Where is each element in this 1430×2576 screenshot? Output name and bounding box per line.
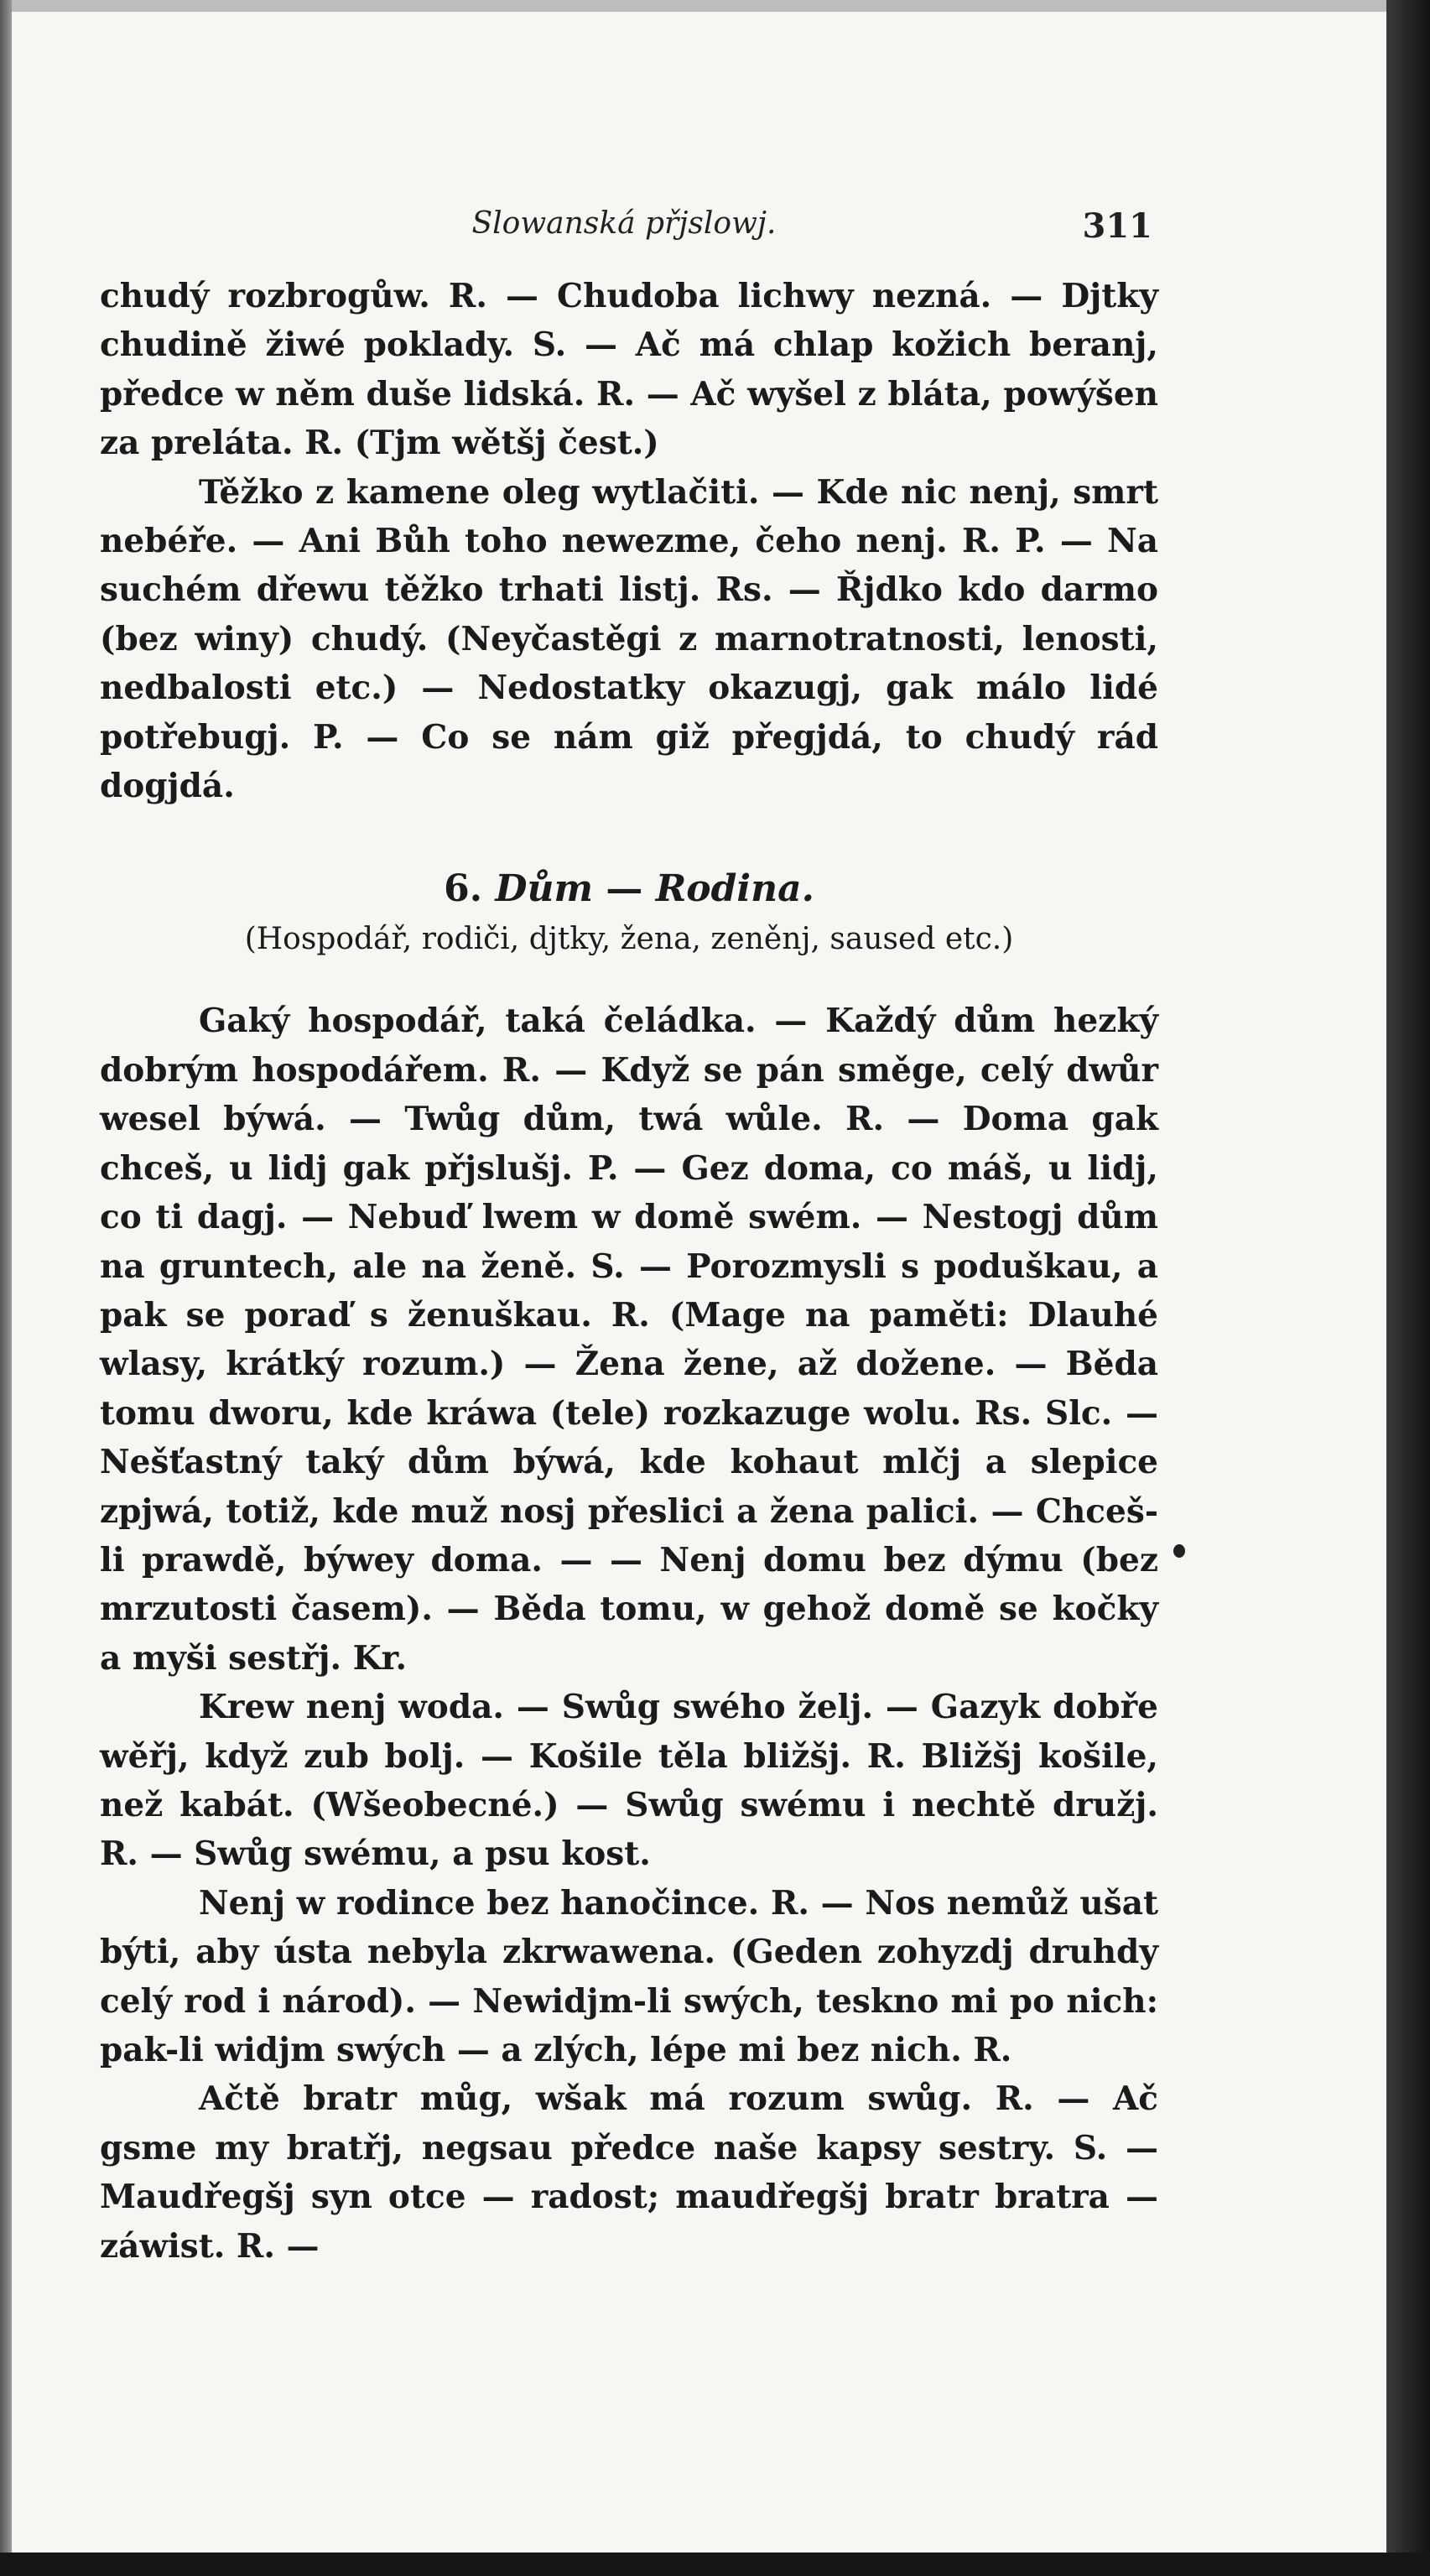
paragraph-4: Krew nenj woda. — Swůg swého želj. — Gazyk dobře wěřj, když zub bolj. — Košile těla bližšj. R. Bližšj košile, než kabát. (Wšeobecné.) — Swůg swému i nechtě družj. R. — Swůg swému, a psu kost. [100, 1688, 1158, 1874]
paragraph-3: Gaký hospodář, taká čeládka. — Každý dům hezký dobrým hospodářem. R. — Když se pán směge, celý dwůr wesel býwá. — Twůg dům, twá wůle. R. — Doma gak chceš, u lidj gak přjslušj. P. — Gez doma, co máš, u lidj, co ti dagj. — Nebuď lwem w domě swém. — Nestogj dům na gruntech, ale na ženě. S. — Porozmysli s poduškau, a pak se poraď s ženuškau. R. (Mage na paměti: Dlauhé wlasy, krátký rozum.) — Žena žene, až dožene. — Běda tomu dworu, kde kráwa (tele) rozkazuge wolu. Rs. Slc. — Nešťastný taký dům býwá, kde kohaut mlčj a slepice zpjwá, totiž, kde muž nosj přeslici a žena palici. — Chceš-li prawdě, býwey doma. — — Nenj domu bez dýmu (bez mrzutosti časem). — Běda tomu, w gehož domě se kočky a myši sestřj. Kr. [100, 1002, 1158, 1678]
body-text [100, 272, 1158, 2271]
section-title [100, 862, 1158, 916]
paragraph-1: chudý rozbrogůw. R. — Chudoba lichwy nezná. — Djtky chudině žiwé poklady. S. — Ač má chlap kožich beranj, předce w něm duše lidská. R. — Ač wyšel z bláta, powýšen za preláta. R. (Tjm wětšj čest.) [100, 277, 1158, 463]
section-title-part1: Dům [495, 867, 594, 911]
paragraph-6: Ačtě bratr můg, wšak má rozum swůg. R. — Ač gsme my bratřj, negsau předce naše kapsy sestry. S. — Maudřegšj syn otce — radost; maudřegšj bratr bratra — záwist. R. — [100, 2079, 1158, 2266]
section-title-dash: — [606, 867, 643, 911]
section-number: 6. [444, 867, 483, 911]
section-title-part2: Rodina. [655, 867, 814, 911]
running-head [96, 206, 1152, 248]
book-page [12, 12, 1387, 2553]
section-subtitle: (Hospodář, rodiči, djtky, žena, zeněnj, saused etc.) [244, 922, 1014, 957]
scan-edge-top [0, 0, 1430, 12]
paragraph-2: Těžko z kamene oleg wytlačiti. — Kde nic nenj, smrt nebéře. — Ani Bůh toho newezme, čeho nenj. R. P. — Na suchém dřewu těžko trhati listj. Rs. — Řjdko kdo darmo (bez winy) chudý. (Neyčastěgi z marnotratnosti, lenosti, nedbalosti etc.) — Nedostatky okazugj, gak málo lidé potřebugj. P. — Co se nám giž přegjdá, to chudý rád dogjdá. [100, 472, 1158, 806]
scan-edge-left [0, 0, 12, 2576]
scan-edge-bottom [0, 2553, 1430, 2576]
scan-edge-right [1386, 0, 1430, 2576]
ink-speck [1173, 1544, 1185, 1558]
page-number: 311 [1082, 206, 1152, 246]
running-title: Slowanská přjslowj. [471, 206, 777, 241]
paragraph-5: Nenj w rodince bez hanočince. R. — Nos nemůž ušat býti, aby ústa nebyla zkrwawena. (Geden zohyzdj druhdy celý rod i národ). — Newidjm-li swých, teskno mi po nich: pak-li widjm swých — a zlých, lépe mi bez nich. R. [100, 1883, 1158, 2069]
